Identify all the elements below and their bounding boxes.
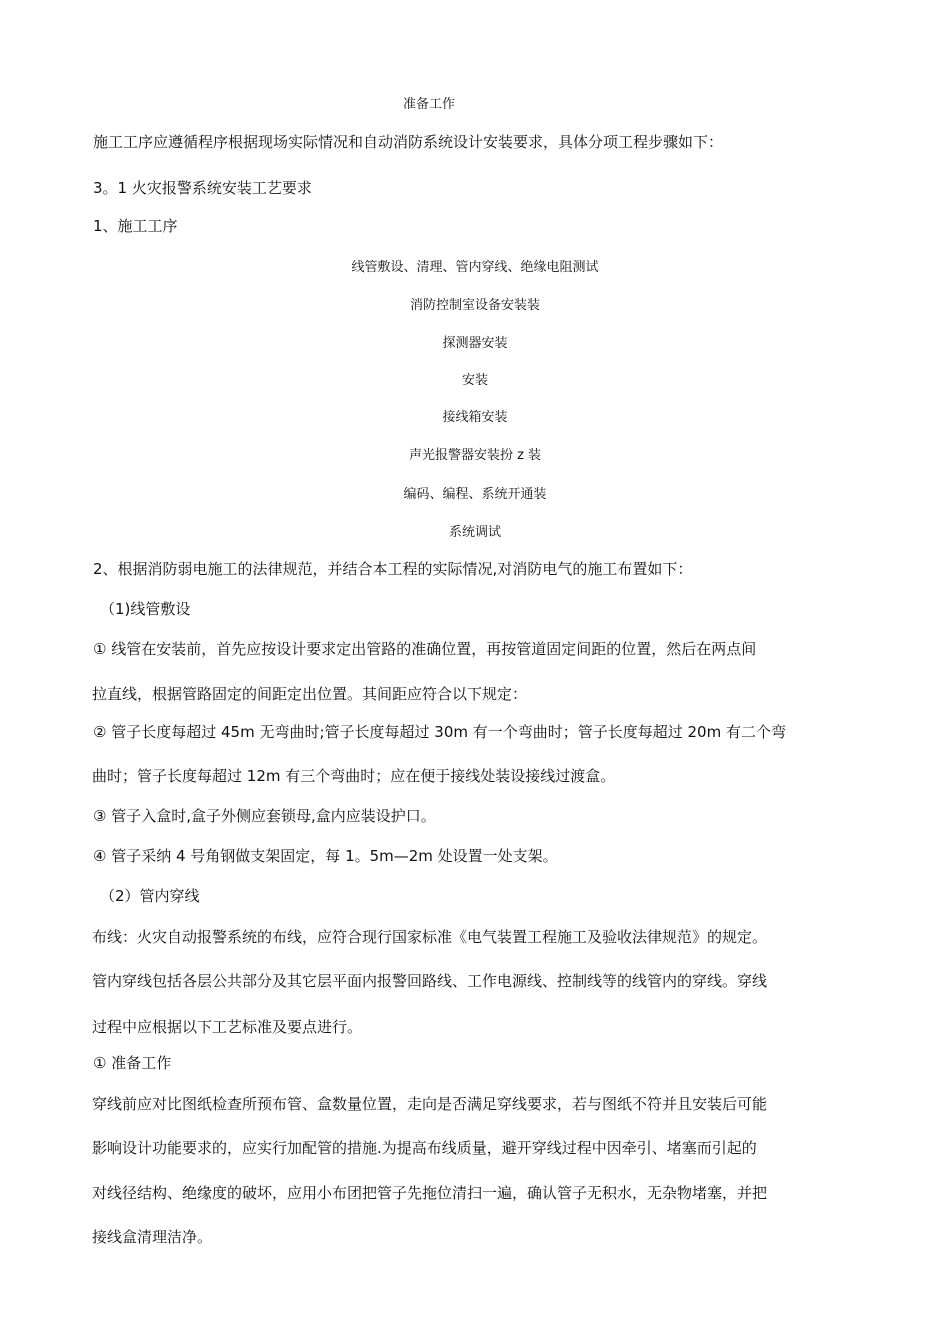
conduit-item-1-line-2: 拉直线，根据管路固定的间距定出位置。其间距应符合以下规定： bbox=[92, 685, 528, 703]
conduit-laying-heading: （1)线管敷设 bbox=[100, 600, 191, 618]
preparation-heading: ① 准备工作 bbox=[93, 1054, 172, 1072]
conduit-item-3: ③ 管子入盒时,盒子外侧应套锁母,盒内应装设护口。 bbox=[93, 807, 436, 825]
conduit-item-1-line-1: ① 线管在安装前，首先应按设计要求定出管路的准确位置，再按管道固定间距的位置，然后在两点间 bbox=[93, 640, 757, 658]
preparation-line-1: 穿线前应对比图纸检查所预布管、盒数量位置，走向是否满足穿线要求，若与图纸不符并且安装后可能 bbox=[92, 1095, 768, 1113]
procedure-step: 消防控制室设备安装装 bbox=[409, 298, 540, 313]
procedure-step: 线管敷设、清理、管内穿线、绝缘电阻测试 bbox=[351, 260, 599, 275]
preparation-line-2: 影响设计功能要求的，应实行加配管的措施.为提高布线质量，避开穿线过程中因牵引、堵塞而引起的 bbox=[92, 1139, 757, 1157]
conduit-item-2-line-1: ② 管子长度每超过 45m 无弯曲时;管子长度每超过 30m 有一个弯曲时；管子长度每超过 20m 有二个弯 bbox=[93, 723, 786, 741]
wire-threading-heading: （2）管内穿线 bbox=[100, 887, 200, 905]
procedure-step: 探测器安装 bbox=[442, 336, 508, 351]
preparation-line-3: 对线径结构、绝缘度的破坏，应用小布团把管子先拖位清扫一遍，确认管子无积水，无杂物堵塞，并把 bbox=[92, 1184, 768, 1202]
procedure-step: 编码、编程、系统开通装 bbox=[403, 487, 547, 502]
procedure-step: 接线箱安装 bbox=[442, 410, 508, 425]
procedure-step: 声光报警器安装扮 z 装 bbox=[408, 448, 542, 463]
preparation-line-4: 接线盒清理洁净。 bbox=[92, 1228, 213, 1246]
wiring-paragraph-line-1: 布线：火灾自动报警系统的布线，应符合现行国家标准《电气装置工程施工及验收法律规范》的规定。 bbox=[92, 928, 768, 946]
procedure-step: 系统调试 bbox=[448, 525, 501, 540]
conduit-item-2-line-2: 曲时；管子长度每超过 12m 有三个弯曲时；应在便于接线处装设接线过渡盒。 bbox=[92, 767, 616, 785]
intro-paragraph: 施工工序应遵循程序根据现场实际情况和自动消防系统设计安装要求，具体分项工程步骤如下： bbox=[93, 133, 724, 151]
conduit-item-4: ④ 管子采纳 4 号角钢做支架固定，每 1。5m—2m 处设置一处支架。 bbox=[93, 847, 558, 865]
wiring-paragraph-line-3: 过程中应根据以下工艺标准及要点进行。 bbox=[92, 1018, 363, 1036]
layout-paragraph: 2、根据消防弱电施工的法律规范，并结合本工程的实际情况,对消防电气的施工布置如下： bbox=[93, 560, 693, 578]
wiring-paragraph-line-2: 管内穿线包括各层公共部分及其它层平面内报警回路线、工作电源线、控制线等的线管内的穿线。穿线 bbox=[92, 972, 768, 990]
section-heading-3-1: 3。1 火灾报警系统安装工艺要求 bbox=[93, 179, 312, 197]
construction-procedure-heading: 1、施工工序 bbox=[93, 217, 178, 235]
procedure-step: 安装 bbox=[461, 373, 488, 388]
section-title: 准备工作 bbox=[403, 97, 456, 112]
